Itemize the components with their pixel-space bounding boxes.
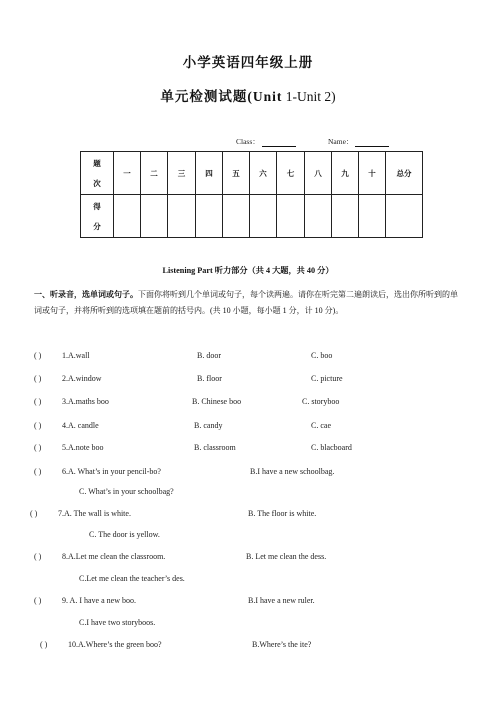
option-a: 3.A.maths boo (62, 397, 109, 406)
name-field (328, 136, 389, 147)
subtitle-chinese: 单元检测试题 (160, 89, 248, 104)
option-b: B. classroom (194, 443, 236, 452)
score-cell[interactable] (223, 195, 250, 238)
score-table-header-cell: 五 (223, 152, 250, 195)
option-c: C. What’s in your schoolbag? (79, 487, 174, 496)
section-title: Listening Part 听力部分（共 4 大题，共 40 分） (162, 266, 334, 275)
score-table-row-label (81, 195, 114, 238)
row-label-defen: 得 分 (93, 201, 101, 231)
score-table-header-cell: 四 (196, 152, 223, 195)
class-label: Class： (236, 137, 260, 146)
score-table-header-row (81, 152, 423, 195)
score-cell[interactable] (196, 195, 223, 238)
option-c: C. The door is yellow. (89, 530, 160, 539)
score-cell[interactable] (332, 195, 359, 238)
option-a: 1.A.wall (62, 351, 90, 360)
answer-bracket[interactable]: ( ) (34, 351, 42, 360)
subtitle-unit: (Unit (247, 89, 283, 104)
option-c: C. storyboo (302, 397, 340, 406)
page-subtitle (0, 85, 496, 105)
score-cell[interactable] (141, 195, 168, 238)
answer-bracket[interactable]: ( ) (30, 509, 38, 518)
page-title: 小学英语四年级上册 (182, 55, 314, 70)
option-a: 9. A. I have a new boo. (62, 596, 136, 605)
score-cell[interactable] (250, 195, 277, 238)
option-a: 10.A.Where’s the green boo? (68, 640, 162, 649)
option-a: 8.A.Let me clean the classroom. (62, 552, 166, 561)
option-b: B.Where’s the ite? (252, 640, 312, 649)
score-table-header-cell: 六 (250, 152, 277, 195)
answer-bracket[interactable]: ( ) (34, 467, 42, 476)
answer-bracket[interactable]: ( ) (34, 421, 42, 430)
option-c: C.I have two storyboos. (79, 618, 156, 627)
option-b: B. The floor is white. (248, 509, 317, 518)
score-table-header-cell: 十 (359, 152, 386, 195)
section-instructions (34, 287, 464, 319)
score-table-header-cell: 九 (332, 152, 359, 195)
score-cell[interactable] (168, 195, 196, 238)
option-a: 4.A. candle (62, 421, 99, 430)
option-b: B. floor (197, 374, 222, 383)
option-c: C. picture (311, 374, 343, 383)
class-field (236, 136, 296, 147)
class-blank[interactable] (262, 138, 296, 147)
option-b: B. Let me clean the dess. (246, 552, 327, 561)
answer-bracket[interactable]: ( ) (34, 596, 42, 605)
answer-bracket[interactable]: ( ) (34, 397, 42, 406)
score-table-header-cell (81, 152, 114, 195)
option-c: C.Let me clean the teacher’s des. (79, 574, 185, 583)
option-c: C. blacboard (311, 443, 352, 452)
score-cell[interactable] (277, 195, 305, 238)
name-label: Name： (328, 137, 354, 146)
score-cell[interactable] (114, 195, 141, 238)
option-b: B.I have a new ruler. (248, 596, 315, 605)
score-table-header-cell: 一 (114, 152, 141, 195)
option-a: 7.A. The wall is white. (58, 509, 131, 518)
option-b: B.I have a new schoolbag. (250, 467, 335, 476)
option-a: 2.A.window (62, 374, 102, 383)
score-table-header-cell: 八 (305, 152, 332, 195)
section-heading: 一、听录音，选单词或句子。 (34, 290, 138, 299)
option-c: C. cae (311, 421, 331, 430)
score-table-header-cell: 三 (168, 152, 196, 195)
name-blank[interactable] (355, 138, 389, 147)
score-cell[interactable] (305, 195, 332, 238)
subtitle-range: 1-Unit 2) (282, 89, 336, 104)
answer-bracket[interactable]: ( ) (34, 552, 42, 561)
score-table-header-cell: 七 (277, 152, 305, 195)
score-table (80, 151, 423, 238)
score-table-header-cell: 总分 (386, 152, 423, 195)
score-table-header-cell: 二 (141, 152, 168, 195)
score-cell[interactable] (359, 195, 386, 238)
option-a: 5.A.note boo (62, 443, 104, 452)
score-cell-total[interactable] (386, 195, 423, 238)
instructions-text: 下面你将听到几个单词或句子，每个读两遍。请你在听完第二遍朗读后，选出你所听到的单词或句子，并将所听到的选项填在题前的括号内。(共 10 小题，每小题 1 分，计 10 分)。 (34, 290, 458, 315)
answer-bracket[interactable]: ( ) (40, 640, 48, 649)
score-table-score-row (81, 195, 423, 238)
answer-bracket[interactable]: ( ) (34, 374, 42, 383)
answer-bracket[interactable]: ( ) (34, 443, 42, 452)
header-label-tici: 题 次 (93, 158, 101, 188)
option-b: B. Chinese boo (192, 397, 242, 406)
option-c: C. boo (311, 351, 333, 360)
option-a: 6.A. What’s in your pencil-bo? (62, 467, 161, 476)
option-b: B. door (197, 351, 221, 360)
option-b: B. candy (194, 421, 223, 430)
